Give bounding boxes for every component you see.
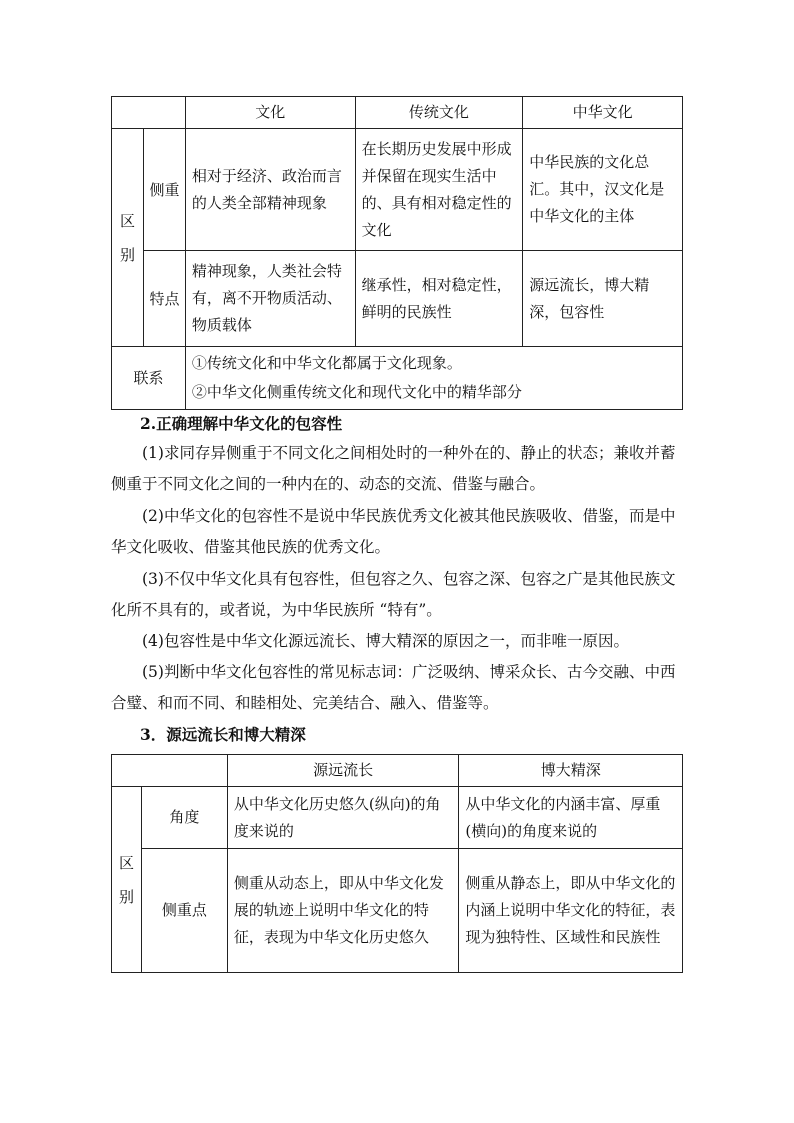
- header-empty-cell: [112, 97, 186, 129]
- group-label-qubie: 区别: [112, 787, 142, 973]
- table-cell: 中华民族的文化总汇。其中，汉文化是中华文化的主体: [523, 129, 683, 251]
- table-cell: 从中华文化历史悠久(纵向)的角度来说的: [227, 787, 459, 849]
- row-label-lianxi: 联系: [112, 347, 186, 410]
- link-line: ①传统文化和中华文化都属于文化现象。: [191, 354, 462, 372]
- header-empty-cell: [112, 755, 228, 787]
- table-row: [112, 347, 683, 410]
- section-2-item: (4)包容性是中华文化源远流长、博大精深的原因之一，而非唯一原因。: [142, 632, 629, 650]
- header-cell: 博大精深: [459, 755, 683, 787]
- section-2-item: (1)求同存异侧重于不同文化之间相处时的一种外在的、静止的状态；兼收并蓄侧重于不同文化之间的一种内在的、动态的交流、借鉴与融合。: [111, 444, 676, 493]
- link-cell: [185, 347, 682, 410]
- link-line: ②中华文化侧重传统文化和现代文化中的精华部分: [191, 383, 522, 401]
- section-2-title: 2.正确理解中华文化的包容性: [140, 414, 343, 433]
- row-label-cezhong: 侧重: [143, 129, 185, 251]
- table-cell: 源远流长，博大精深，包容性: [523, 251, 683, 347]
- table-header-row: [112, 97, 683, 129]
- row-label-tedian: 特点: [143, 251, 185, 347]
- table-row: [112, 129, 683, 251]
- table-row: [112, 251, 683, 347]
- table-cell: 从中华文化的内涵丰富、厚重(横向)的角度来说的: [459, 787, 683, 849]
- culture-comparison-table: [111, 96, 683, 410]
- header-cell: 源远流长: [227, 755, 459, 787]
- table-cell: 继承性，相对稳定性，鲜明的民族性: [355, 251, 523, 347]
- row-label-cezhongdian: 侧重点: [141, 849, 227, 973]
- section-2-item: (3)不仅中华文化具有包容性，但包容之久、包容之深、包容之广是其他民族文化所不具有的，或者说，为中华民族所 “特有”。: [111, 570, 676, 619]
- section-2-item: (2)中华文化的包容性不是说中华民族优秀文化被其他民族吸收、借鉴，而是中华文化吸收、借鉴其他民族的优秀文化。: [111, 507, 676, 556]
- table-header-row: [112, 755, 683, 787]
- origin-depth-table: [111, 754, 683, 973]
- table-cell: 相对于经济、政治而言的人类全部精神现象: [185, 129, 355, 251]
- table-row: [112, 849, 683, 973]
- header-cell: 中华文化: [523, 97, 683, 129]
- table-row: [112, 787, 683, 849]
- table-cell: 侧重从静态上，即从中华文化的内涵上说明中华文化的特征，表现为独特性、区域性和民族性: [459, 849, 683, 973]
- header-cell: 文化: [185, 97, 355, 129]
- group-label-qubie: 区别: [112, 129, 144, 347]
- section-2-item: (5)判断中华文化包容性的常见标志词：广泛吸纳、博采众长、古今交融、中西合璧、和而不同、和睦相处、完美结合、融入、借鉴等。: [111, 663, 676, 712]
- row-label-jiaodu: 角度: [141, 787, 227, 849]
- header-cell: 传统文化: [355, 97, 523, 129]
- table-cell: 精神现象，人类社会特有，离不开物质活动、物质载体: [185, 251, 355, 347]
- section-3-title: 3．源远流长和博大精深: [140, 725, 306, 744]
- table-cell: 侧重从动态上，即从中华文化发展的轨迹上说明中华文化的特征，表现为中华文化历史悠久: [227, 849, 459, 973]
- table-cell: 在长期历史发展中形成并保留在现实生活中的、具有相对稳定性的文化: [355, 129, 523, 251]
